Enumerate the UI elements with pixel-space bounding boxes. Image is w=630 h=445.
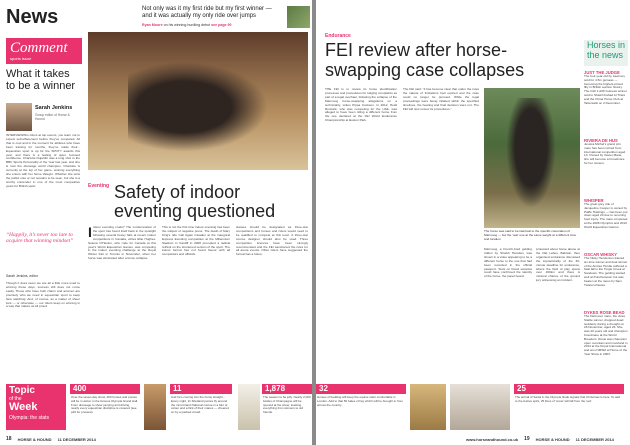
comment-body [6,134,80,230]
comment-body-continued: Though it does seem we are all a little more used to winning these days, success still does not come easily. Those who have both charm and acumen are precisely who we need in equestrian sport to keep fans watching. And, of course, as a matter of sheer luck — or otherwise — our riders keep on winning in a way that makes us all proud. [6,282,80,309]
stat-photo-hay [410,384,446,430]
stat-description: Over the seven-day show, 400 horses and ponies will be in action in the famous Olympia Grand Hall. From dressage to show jumping and driving, nearly every equestrian discipline is covered (see p20 for preview). [71,395,139,415]
stat-description: And he's coming into the home straight... Every night, 11 Shetland ponies fly around the mini-Grand National course in a blur of colour and a flick of their manes — cheered on by a packed crowd. [171,395,229,415]
sidebar-title: Horses in the news [584,40,628,66]
stat-number: 11 [170,384,232,394]
stat-32 [316,384,406,430]
stat-photo-santa [450,384,510,430]
sidebar-item-just-the-judge [584,70,628,105]
sidebar-item-text: The great grey ride of Jacqueline Cooper is owned by Piaffe Holdings — has been put down aged 20 due to recurring hoof injury. The mare competed at the 2008 Olympics and 2010 World Equestrian Games. [584,202,628,229]
quote-page-ref: see page 90 [211,23,232,27]
topic-label: Topic [9,385,35,396]
eventing-col-1 [88,226,156,376]
comment-intro: INTERVIEWING riders at top events, you learn not to expect self-effacement before they've competed. All that is cool and in the moment for athletes who have been training for months, they've made their... [6,134,80,149]
quote-attribution [142,22,283,29]
footer-left [6,435,96,443]
footer-page-number: 18 [6,436,12,442]
quote-photo [287,6,310,28]
eventing-headline: Safety of indoor eventing questioned [114,182,276,221]
comment-sublabel: sports issue [10,56,32,61]
footer-page-number: 19 [524,436,530,442]
sidebar-item-text: The four-year-old by Lawman, sold for 4.5m guineas — becoming the highest-priced filly in British auction history. The Irish 1,000 Guineas winner sold to Sheikh Fahad Al Thani and the China Horse Club at Tattersalls on 2 December. [584,74,627,105]
left-page [0,0,312,445]
quote-tail: on his winning hurdling debut [163,23,211,27]
pull-quote-attribution: Sarah Jenkins, editor [6,274,38,278]
fei-col-3: Marmoog, a French-bred gelding ridden by Sheikh Hamdan, was shown in a video appearing to be a different horse to the one that had been recorded in the official passport. Tests on blood samples could have confirmed the identity of the horse, the panel heard. [484,248,532,279]
footer-brand: HORSE & HOUND [17,436,52,442]
sidebar-item-kicker: DYKES ROSE BEAD [584,310,625,315]
fei-col-1: THE FEI is to review its horse identification processes and procedures for lodging complaints as part of a legal overhaul, following the collapse of the Marmoog horse-swapping allegations on a technicality, writes Pippa Cuckson. In 2012, Heidi Renwick, who was competing for the UAE, was alleged to have been riding a different horse from the one declared at the FEI World Endurance Championship at Euston Park. [325,88,397,123]
footer-date: 11 DECEMBER 2014 [575,436,614,442]
eventing-kicker: Eventing [88,183,110,189]
sidebar-item-whisper [584,198,628,230]
stat-25 [514,384,624,430]
stat-number: 400 [70,384,140,394]
quote-speaker: Ryan Moore [142,23,163,27]
sidebar-item-riviera-de-hus [584,138,628,166]
comment-label-box [6,38,82,64]
footer-date: 11 DECEMBER 2014 [57,436,96,442]
pull-quote: “Happily, it’s never too late to acquire that winning mindset” [6,232,74,245]
topic-week: Week [9,401,38,413]
eventing-col-1-text: ndoor eventing crude? The condemnation of the sport has found itself back in the spotlight following several heavy falls at recent indoor competitions in Canada, writes Ellie Hughes. Selena O'Hanlon, who rode for Canada at this year's World Equestrian Games, was competing in the indoor eventing challenge at the Royal Winter Fair in Toronto in November, when her horse was eliminated after a fence collapse. [88,226,156,261]
stat-number: 1,878 [262,384,312,394]
topic-of-the-week-box [6,384,66,430]
fei-col-2: The FEI said: “It has become clear that under the rules the statute of limitations had expired and the case could no longer be pursued. While the legal proceedings were being initiated within the specified timelines, the hearing and final decision were not. The FEI will now review its procedures.” [403,88,479,111]
topic-question: Olympia: the stats [9,415,50,421]
fei-col-4: protested about horse abuse at the CEI Lahes. Bahrain, then organised endurance discussed the impracticality of the 30-minute deadline for endurance, where the field of play spans over 160km and there is minimal chance of the ground jury witnessing an incident. [536,248,580,283]
stat-number: 25 [514,384,624,394]
sidebar-item-kicker: WHISPER [584,198,604,203]
eventing-photo-horse [128,62,268,152]
sidebar-item-text: Jessica Michel's grand prix mare has been retired from international competition aged 13. Owned by Xavier Marie, she will become a broodmare for her owners. [584,142,626,165]
eventing-photo [88,32,308,170]
footer-right [466,435,614,443]
quote [142,6,283,28]
author-name: Sarah Jenkins [35,105,73,111]
quote-bar [142,6,310,28]
stat-number: 32 [316,384,406,394]
comment-label: Comment [10,40,68,56]
stat-400 [70,384,140,430]
eventing-col-2: This is not the first time indoor eventing has been the subject of negative press. The death of Mary King's ride Call Again Cavalier at the inaugural Express Eventing competition at the Millennium Stadium in Cardiff in 2008 prompted a radical rethink on the shortened version of the sport. The indoor format has not found favour with all competitors and officials. [162,226,230,257]
topic-of: of the [9,396,22,402]
comment-body-text: Equestrian sport is up for the SPOTY awards this year, and there is a feeling of quiet, focused confidence. Charlotte Dujardin was a long shot in the BBC Sports Personality of the Year last year, and she is now the dressage world champion. Charlotte is currently at the top of her game, winning everything she enters with her horse Valegro. Whether she wins the public vote or not remains to be seen, but she is a worthy contender in one of the most competitive years for British sport. [6,148,80,188]
comment-title: What it takes to be a winner [6,68,76,92]
endurance-kicker: Endurance [325,33,351,39]
footer-url: www.horseandhound.co.uk [466,436,519,442]
quote-text: Not only was it my first ride but my first winner — and it was actually my only ride over jumps [142,6,272,19]
eventing-col-3: classes should be designated as three-star competitions and horses and riders would need to be qualified to compete at this level. A three-star course designer should also be used. Three competition licences have been strongly recommended and the FEI sanctioned the rules for all arena events. Other riders have suggested the format has a future. [236,226,308,257]
sidebar-item-kicker: RIVIERA DE HUS [584,138,618,143]
sidebar-item-text: The Dartmoor mare, the Jules Stable winner, dropped dead suddenly during a drought on 26 November, aged 26. She was 20 years old and champion broodmare at the World Breeders. Rosie was champion open mountain and moorland in 2014 at the Royal International and won NMSM at Horse of the Year Show in 2003. [584,314,628,356]
sidebar-item-kicker: OSCAR WHISKY [584,252,618,257]
author-photo [6,103,32,131]
drop-cap: I [88,226,92,240]
stat-photo-pony [144,384,166,430]
right-page [316,0,630,445]
footer-brand: HORSE & HOUND [535,436,570,442]
stat-description: The arrival of Santa in the Olympia finale signals that Christmas is here. To add to the festive spirit, 25 litres of 'snow' will fall from the roof. [515,395,620,403]
fei-headline: FEI review after horse-swapping case collapses [325,40,525,80]
author-role: Group editor of Horse & Hound [35,113,70,121]
endurance-photo-rider [506,98,556,208]
sidebar-item-dykes-rose-bead [584,310,628,357]
stat-description: The season to be jolly. Nearly 2,000 bottles of Champagne will be opened at the show, toasting everything from winners to old friends. [263,395,311,415]
sidebar-item-oscar-whisky [584,252,628,287]
stat-11 [170,384,232,430]
stat-photo-champagne [238,384,260,430]
section-title: News [6,6,59,28]
stat-description: Horses of bedding will keep the equine stars comfortable in London. Add to that 50 bales of hay which will be brought in from across the country. [317,395,403,407]
endurance-photo [484,88,580,228]
stat-1878 [262,384,312,430]
sidebar-item-text: The Nicky Henderson-trained six-time winner and dual winner of the Aintree Hurdle suffered a fatal fall in the Tingle Creek at Sandown. The gelding started well at Punchestown but was beaten at the races by Sam Twiston-Davies. [584,256,628,287]
endurance-photo-caption: The horse was said to be identical to the specific colouration of Marmoog — but the 'real' one at the same weight at a different time and location [484,229,577,241]
sidebar-item-kicker: JUST THE JUDGE [584,70,620,75]
